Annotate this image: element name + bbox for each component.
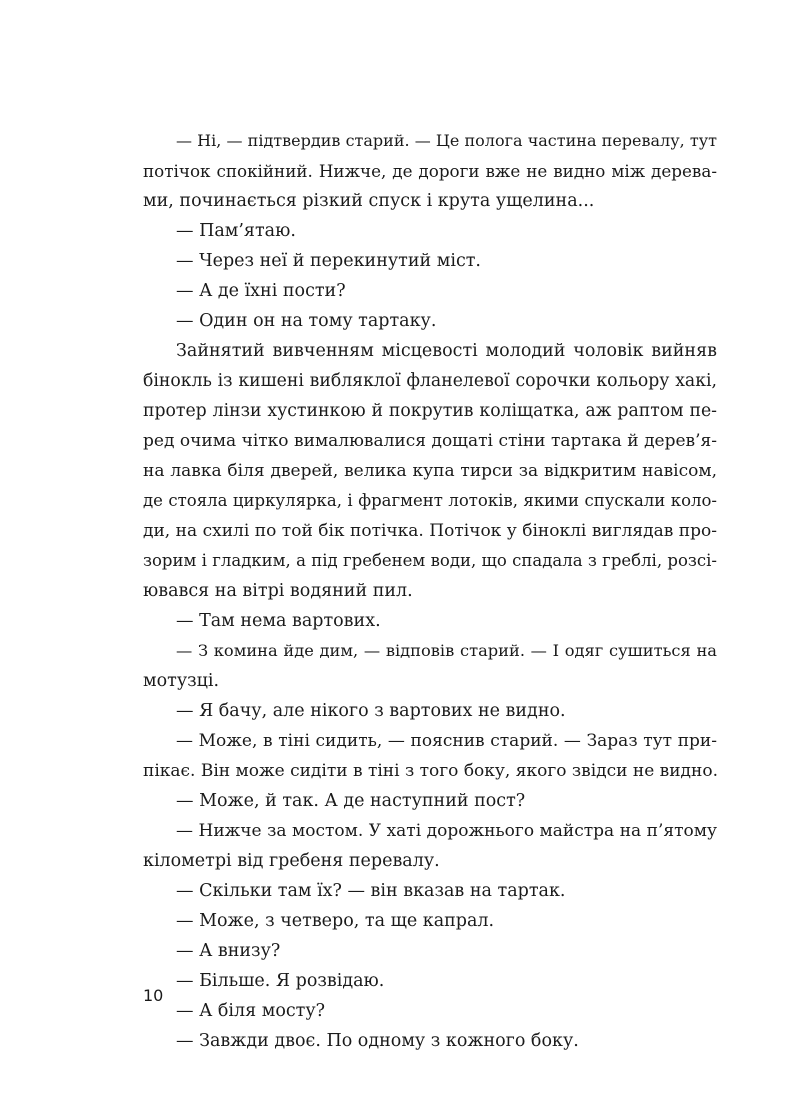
- text-line: — Може, й так. А де наступний пост?: [176, 791, 526, 811]
- text-line: мотузці.: [143, 671, 220, 691]
- text-line: зорим і гладким, а під гребенем води, що спадала з греблі, розсі-: [143, 551, 717, 570]
- text-line: бінокль із кишені вибляклої фланелевої сорочки кольору хакі,: [143, 371, 717, 391]
- text-line: де стояла циркулярка, і фрагмент лотоків, якими спускали коло-: [143, 491, 717, 510]
- text-line: — А біля мосту?: [176, 1001, 326, 1021]
- text-line: протер лінзи хустинкою й покрутив коліщатка, аж раптом пе-: [143, 401, 717, 421]
- text-line: на лавка біля дверей, велика купа тирси за відкритим навісом,: [143, 461, 717, 481]
- text-line: потічок спокійний. Нижче, де дороги вже не видно між дерева-: [143, 161, 717, 181]
- text-line: пікає. Він може сидіти в тіні з того боку, якого звідси не видно.: [143, 761, 718, 781]
- text-line: — Більше. Я розвідаю.: [176, 971, 385, 991]
- text-line: — Ні, — підтвердив старий. — Це пологa частина перевалу, тут: [176, 131, 717, 150]
- text-line: — З комина йде дим, — відповів старий. — І одяг сушиться на: [176, 641, 717, 660]
- text-line: ювався на вітрі водяний пил.: [143, 581, 413, 601]
- text-line: — Нижче за мостом. У хаті дорожнього майстра на п’ятому: [176, 821, 717, 841]
- text-line: — Я бачу, але нікого з вартових не видно.: [176, 701, 566, 721]
- text-line: — Через неї й перекинутий міст.: [176, 251, 481, 271]
- text-line: — Там нема вартових.: [176, 611, 381, 631]
- text-line: ди, на схилі по той бік потічка. Потічок у біноклі виглядав про-: [143, 521, 717, 541]
- text-line: — Завжди двоє. По одному з кожного боку.: [176, 1031, 579, 1051]
- text-line: кілометрі від гребеня перевалу.: [143, 851, 440, 871]
- text-line: ред очима чітко вималювалися дощаті стіни тартака й дерев’я-: [143, 431, 717, 451]
- page-body: [143, 126, 717, 1056]
- text-line: — Скільки там їх? — він вказав на тартак.: [176, 881, 566, 901]
- text-line: — Може, в тіні сидить, — пояснив старий. — Зараз тут при-: [176, 731, 717, 751]
- text-line: — Пам’ятаю.: [176, 221, 296, 241]
- text-line: Зайнятий вивченням місцевості молодий чоловік вийняв: [176, 341, 717, 361]
- text-line: ми, починається різкий спуск і крута ущелина...: [143, 191, 595, 211]
- text-line: — А внизу?: [176, 941, 281, 961]
- text-line: — Може, з четверо, та ще капрал.: [176, 911, 495, 931]
- page-number: 10: [143, 986, 164, 1005]
- text-line: — А де їхні пости?: [176, 281, 346, 301]
- text-line: — Один он на тому тартаку.: [176, 311, 437, 331]
